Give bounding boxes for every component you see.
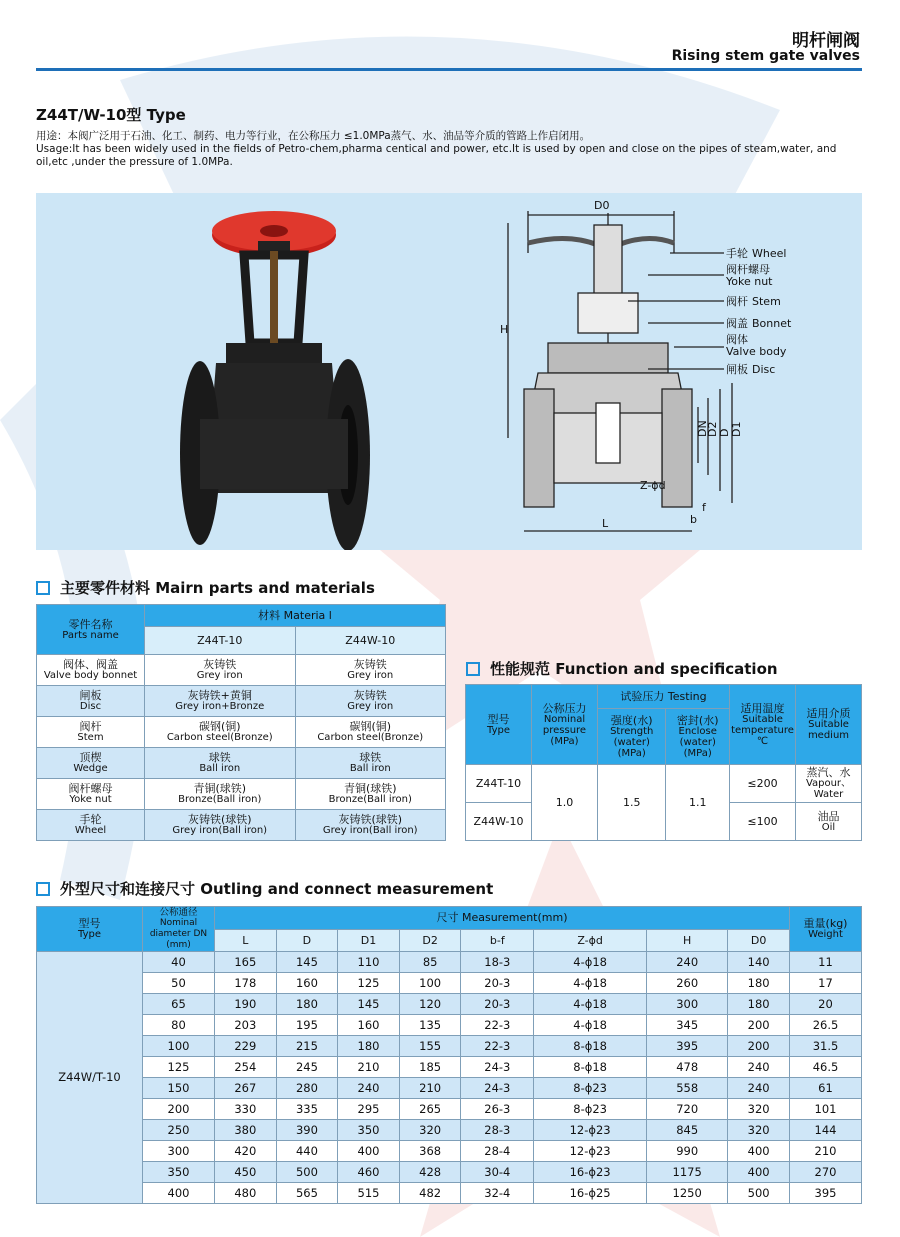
dim-cell: 720 — [647, 1099, 728, 1120]
dim-cell: 190 — [215, 994, 277, 1015]
table-row — [37, 1120, 862, 1141]
dim-cell: 200 — [143, 1099, 215, 1120]
dim-col-7: D0 — [728, 929, 790, 952]
svg-text:Stem: Stem — [752, 295, 781, 308]
dim-cell: 65 — [143, 994, 215, 1015]
dim-cell: 240 — [647, 952, 728, 973]
dim-cell: 16-ϕ25 — [534, 1183, 647, 1204]
dim-col-6: H — [647, 929, 728, 952]
dim-cell: 200 — [728, 1036, 790, 1057]
dim-label-d1: D1 — [730, 421, 743, 437]
dim-cell: 110 — [338, 952, 400, 973]
materials-part-cell: 手轮 Wheel — [37, 810, 145, 841]
dim-cell: 180 — [728, 973, 790, 994]
dim-cell: 210 — [338, 1057, 400, 1078]
model-title: Z44T/W-10型 Type — [36, 106, 186, 124]
dim-cell: 210 — [399, 1078, 461, 1099]
dim-cell: 250 — [143, 1120, 215, 1141]
dim-label-d2: D2 — [706, 421, 719, 437]
dim-cell: 18-3 — [461, 952, 534, 973]
dim-cell: 50 — [143, 973, 215, 994]
valve-drawing — [498, 193, 858, 550]
dim-cell: 28-3 — [461, 1120, 534, 1141]
dim-cell: 30-4 — [461, 1162, 534, 1183]
dim-cell: 565 — [276, 1183, 338, 1204]
dim-cell: 145 — [338, 994, 400, 1015]
dim-cell: 155 — [399, 1036, 461, 1057]
materials-part-cell: 阀杆 Stem — [37, 717, 145, 748]
dim-cell: 345 — [647, 1015, 728, 1036]
dim-cell: 20 — [790, 994, 862, 1015]
svg-text:手轮: 手轮 — [726, 247, 748, 260]
dim-cell: 16-ϕ23 — [534, 1162, 647, 1183]
dim-cell: 350 — [143, 1162, 215, 1183]
spec-col-enclose: 密封(水) Enclose (water) (MPa) — [666, 709, 730, 765]
materials-part-cell: 闸板 Disc — [37, 686, 145, 717]
dim-cell: 245 — [276, 1057, 338, 1078]
materials-model-w: Z44W-10 — [295, 627, 446, 655]
dim-cell: 320 — [728, 1099, 790, 1120]
square-bullet-icon — [36, 581, 50, 595]
dim-cell: 150 — [143, 1078, 215, 1099]
dim-cell: 11 — [790, 952, 862, 973]
dim-cell: 400 — [728, 1141, 790, 1162]
materials-model-t: Z44T-10 — [145, 627, 296, 655]
dim-cell: 380 — [215, 1120, 277, 1141]
materials-t-cell: 球铁 Ball iron — [145, 748, 296, 779]
dim-cell: 500 — [276, 1162, 338, 1183]
dim-cell: 46.5 — [790, 1057, 862, 1078]
materials-part-cell: 阀体、阀盖 Valve body bonnet — [37, 655, 145, 686]
materials-w-cell: 球铁 Ball iron — [295, 748, 446, 779]
dim-col-0: L — [215, 929, 277, 952]
dim-cell: 990 — [647, 1141, 728, 1162]
dim-cell: 145 — [276, 952, 338, 973]
dim-cell: 460 — [338, 1162, 400, 1183]
dim-cell: 22-3 — [461, 1036, 534, 1057]
materials-t-cell: 灰铸铁+黄铜 Grey iron+Bronze — [145, 686, 296, 717]
dim-label-dn: DN — [696, 420, 709, 437]
dimensions-section-title: 外型尺寸和连接尺寸 Outling and connect measurement — [36, 878, 493, 899]
part-label-bonnet — [726, 316, 792, 330]
dim-cell: 240 — [338, 1078, 400, 1099]
dim-label-d0: D0 — [594, 199, 610, 212]
table-row — [37, 952, 862, 973]
dim-col-2: D1 — [338, 929, 400, 952]
dim-cell: 185 — [399, 1057, 461, 1078]
part-label-yoke-nut — [725, 262, 773, 288]
svg-text:Wheel: Wheel — [752, 247, 787, 260]
materials-part-cell: 阀杆螺母 Yoke nut — [37, 779, 145, 810]
dim-cell: 8-ϕ23 — [534, 1078, 647, 1099]
dim-cell: 845 — [647, 1120, 728, 1141]
dim-cell: 22-3 — [461, 1015, 534, 1036]
dim-cell: 144 — [790, 1120, 862, 1141]
dim-cell: 300 — [143, 1141, 215, 1162]
dim-cell: 420 — [215, 1141, 277, 1162]
materials-row — [37, 779, 446, 810]
spec-table — [465, 684, 862, 841]
dim-col-3: D2 — [399, 929, 461, 952]
table-row — [37, 1057, 862, 1078]
dim-cell: 26-3 — [461, 1099, 534, 1120]
materials-row — [37, 686, 446, 717]
materials-t-cell: 碳钢(铜) Carbon steel(Bronze) — [145, 717, 296, 748]
dim-cell: 40 — [143, 952, 215, 973]
svg-text:阀杆: 阀杆 — [726, 295, 748, 308]
square-bullet-icon — [36, 882, 50, 896]
dim-cell: 1175 — [647, 1162, 728, 1183]
materials-row — [37, 748, 446, 779]
spec-medium-w: 油品 Oil — [796, 803, 862, 841]
dim-cell: 165 — [215, 952, 277, 973]
svg-text:Bonnet: Bonnet — [752, 317, 792, 330]
dim-cell: 300 — [647, 994, 728, 1015]
dim-cell: 120 — [399, 994, 461, 1015]
dim-cell: 428 — [399, 1162, 461, 1183]
spec-col-nominal: 公称压力 Nominal pressure (MPa) — [532, 685, 598, 765]
valve-photo — [166, 193, 486, 550]
svg-text:闸板: 闸板 — [726, 363, 748, 376]
product-panel — [36, 193, 862, 550]
part-label-valve-body — [726, 332, 787, 358]
spec-medium-t: 蒸汽、水 Vapour、Water — [796, 765, 862, 803]
spec-col-strength: 强度(水) Strength (water) (MPa) — [598, 709, 666, 765]
dim-cell: 265 — [399, 1099, 461, 1120]
dim-cell: 280 — [276, 1078, 338, 1099]
dim-cell: 125 — [143, 1057, 215, 1078]
dim-cell: 482 — [399, 1183, 461, 1204]
materials-w-cell: 灰铸铁(球铁) Grey iron(Ball iron) — [295, 810, 446, 841]
dim-cell: 80 — [143, 1015, 215, 1036]
materials-t-cell: 青铜(球铁) Bronze(Ball iron) — [145, 779, 296, 810]
materials-w-cell: 灰铸铁 Grey iron — [295, 686, 446, 717]
materials-col-part: 零件名称 Parts name — [37, 605, 145, 655]
dim-cell: 4-ϕ18 — [534, 952, 647, 973]
dim-cell: 180 — [338, 1036, 400, 1057]
dim-col-weight: 重量(kg) Weight — [790, 907, 862, 952]
materials-w-cell: 灰铸铁 Grey iron — [295, 655, 446, 686]
dim-col-4: b-f — [461, 929, 534, 952]
spec-col-temp: 适用温度 Suitable temperature ℃ — [730, 685, 796, 765]
svg-text:阀杆螺母: 阀杆螺母 — [726, 263, 770, 276]
part-label-stem — [726, 294, 781, 308]
dim-cell: 440 — [276, 1141, 338, 1162]
dim-cell: 295 — [338, 1099, 400, 1120]
dim-cell: 12-ϕ23 — [534, 1120, 647, 1141]
dim-cell: 61 — [790, 1078, 862, 1099]
materials-row — [37, 810, 446, 841]
dim-cell: 100 — [143, 1036, 215, 1057]
dim-cell: 12-ϕ23 — [534, 1141, 647, 1162]
dim-cell: 480 — [215, 1183, 277, 1204]
dim-cell: 270 — [790, 1162, 862, 1183]
materials-t-cell: 灰铸铁 Grey iron — [145, 655, 296, 686]
dim-cell: 100 — [399, 973, 461, 994]
dim-cell: 8-ϕ18 — [534, 1057, 647, 1078]
materials-section-title: 主要零件材料 Mairn parts and materials — [36, 577, 375, 598]
header-title-en: Rising stem gate valves — [671, 48, 860, 64]
table-row — [37, 1141, 862, 1162]
dim-label-h: H — [500, 323, 509, 336]
dim-cell: 395 — [790, 1183, 862, 1204]
dim-cell: 400 — [338, 1141, 400, 1162]
dim-cell: 125 — [338, 973, 400, 994]
dim-cell: 85 — [399, 952, 461, 973]
materials-row — [37, 717, 446, 748]
table-row — [37, 1015, 862, 1036]
dim-cell: 215 — [276, 1036, 338, 1057]
spec-col-medium: 适用介质 Suitable medium — [796, 685, 862, 765]
dim-cell: 478 — [647, 1057, 728, 1078]
svg-text:Disc: Disc — [752, 363, 776, 376]
header-title-cn: 明杆闸阀 — [792, 31, 860, 51]
dim-cell: 254 — [215, 1057, 277, 1078]
dim-cell: 28-4 — [461, 1141, 534, 1162]
dim-cell: 101 — [790, 1099, 862, 1120]
dim-cell: 395 — [647, 1036, 728, 1057]
dim-cell: 210 — [790, 1141, 862, 1162]
dim-cell: 20-3 — [461, 973, 534, 994]
dim-label-b: b — [690, 513, 697, 526]
dim-cell: 178 — [215, 973, 277, 994]
dim-label-zd: Z-ϕd — [640, 479, 666, 492]
square-bullet-icon — [466, 662, 480, 676]
dim-cell: 500 — [728, 1183, 790, 1204]
svg-text:阀体: 阀体 — [726, 333, 748, 346]
dim-cell: 8-ϕ18 — [534, 1036, 647, 1057]
part-label-wheel — [726, 246, 786, 260]
svg-text:阀盖: 阀盖 — [726, 317, 748, 330]
dim-cell: 450 — [215, 1162, 277, 1183]
dim-cell: 180 — [728, 994, 790, 1015]
spec-type-t: Z44T-10 — [466, 765, 532, 803]
dim-cell: 195 — [276, 1015, 338, 1036]
dim-col-1: D — [276, 929, 338, 952]
dim-label-l: L — [602, 517, 609, 530]
spec-col-type: 型号 Type — [466, 685, 532, 765]
dim-cell: 400 — [143, 1183, 215, 1204]
dim-cell: 260 — [647, 973, 728, 994]
spec-strength-value: 1.5 — [598, 765, 666, 841]
dim-cell: 135 — [399, 1015, 461, 1036]
dim-cell: 160 — [338, 1015, 400, 1036]
dim-cell: 160 — [276, 973, 338, 994]
materials-row — [37, 655, 446, 686]
dim-cell: 4-ϕ18 — [534, 973, 647, 994]
dim-cell: 229 — [215, 1036, 277, 1057]
dim-cell: 24-3 — [461, 1078, 534, 1099]
dim-cell: 320 — [728, 1120, 790, 1141]
dim-cell: 8-ϕ23 — [534, 1099, 647, 1120]
svg-text:Valve body: Valve body — [726, 345, 787, 358]
materials-t-cell: 灰铸铁(球铁) Grey iron(Ball iron) — [145, 810, 296, 841]
header-divider — [36, 68, 862, 71]
dim-cell: 267 — [215, 1078, 277, 1099]
table-row — [37, 1099, 862, 1120]
spec-nominal-value: 1.0 — [532, 765, 598, 841]
table-row — [37, 973, 862, 994]
dim-cell: 4-ϕ18 — [534, 994, 647, 1015]
dim-model-cell: Z44W/T-10 — [37, 952, 143, 1204]
dim-cell: 24-3 — [461, 1057, 534, 1078]
spec-type-w: Z44W-10 — [466, 803, 532, 841]
dim-col-5: Z-ϕd — [534, 929, 647, 952]
usage-en: Usage:It has been widely used in the fields of Petro-chem,pharma centical and power, etc.It is used by open and close on the pipes of steam,water, and oil,etc ,under the pressure of 1.0MPa. — [36, 143, 837, 168]
dim-col-type: 型号 Type — [37, 907, 143, 952]
table-row — [37, 1183, 862, 1204]
dim-cell: 515 — [338, 1183, 400, 1204]
spec-col-testing: 试验压力 Testing — [598, 685, 730, 709]
dim-cell: 558 — [647, 1078, 728, 1099]
table-row — [37, 1162, 862, 1183]
dim-col-measurement: 尺寸 Measurement(mm) — [215, 907, 790, 930]
spec-temp-t: ≤200 — [730, 765, 796, 803]
usage-cn: 用途：本阀广泛用于石油、化工、制药、电力等行业，在公称压力 ≤1.0MPa蒸气、水、油品等介质的管路上作启闭用。 — [36, 130, 591, 142]
dim-cell: 4-ϕ18 — [534, 1015, 647, 1036]
dim-cell: 32-4 — [461, 1183, 534, 1204]
dim-cell: 31.5 — [790, 1036, 862, 1057]
materials-w-cell: 青铜(球铁) Bronze(Ball iron) — [295, 779, 446, 810]
dim-cell: 20-3 — [461, 994, 534, 1015]
dim-cell: 400 — [728, 1162, 790, 1183]
dim-cell: 1250 — [647, 1183, 728, 1204]
dim-cell: 26.5 — [790, 1015, 862, 1036]
dimensions-table — [36, 906, 862, 1204]
dim-cell: 203 — [215, 1015, 277, 1036]
dim-cell: 240 — [728, 1078, 790, 1099]
spec-enclose-value: 1.1 — [666, 765, 730, 841]
table-row — [37, 1078, 862, 1099]
dim-cell: 330 — [215, 1099, 277, 1120]
dim-cell: 390 — [276, 1120, 338, 1141]
usage-text — [36, 130, 866, 169]
dim-label-f: f — [702, 501, 706, 514]
dim-cell: 368 — [399, 1141, 461, 1162]
dim-cell: 140 — [728, 952, 790, 973]
dim-cell: 335 — [276, 1099, 338, 1120]
part-label-disc — [726, 362, 775, 376]
materials-part-cell: 顶楔 Wedge — [37, 748, 145, 779]
dim-cell: 320 — [399, 1120, 461, 1141]
materials-table — [36, 604, 446, 841]
spec-temp-w: ≤100 — [730, 803, 796, 841]
table-row — [37, 1036, 862, 1057]
dim-cell: 350 — [338, 1120, 400, 1141]
dim-cell: 240 — [728, 1057, 790, 1078]
dim-cell: 180 — [276, 994, 338, 1015]
dim-col-dn: 公称通径 Nominal diameter DN (mm) — [143, 907, 215, 952]
svg-text:Yoke nut: Yoke nut — [726, 275, 773, 288]
dim-label-d: D — [718, 428, 731, 437]
table-row — [37, 994, 862, 1015]
materials-col-material: 材料 Materia l — [145, 605, 446, 627]
spec-section-title: 性能规范 Function and specification — [466, 658, 778, 679]
materials-w-cell: 碳钢(铜) Carbon steel(Bronze) — [295, 717, 446, 748]
dim-cell: 17 — [790, 973, 862, 994]
dim-cell: 200 — [728, 1015, 790, 1036]
